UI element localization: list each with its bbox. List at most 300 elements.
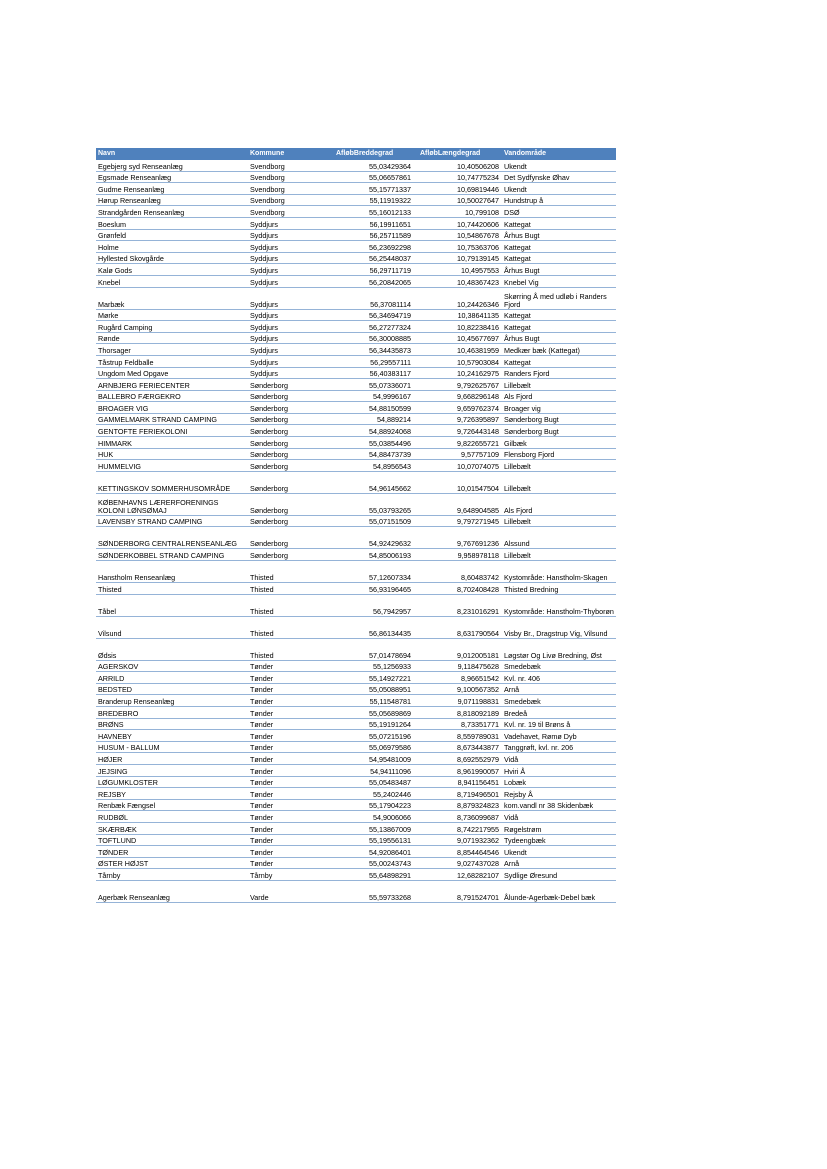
cell-vandomraade: kom.vandl nr 38 Skidenbæk <box>502 799 616 811</box>
cell-navn: Tåbel <box>96 594 248 616</box>
table-row <box>96 730 616 742</box>
cell-breddegrad: 56,27277324 <box>330 321 414 333</box>
cell-vandomraade: Sydlige Øresund <box>502 869 616 881</box>
cell-breddegrad: 56,25448037 <box>330 252 414 264</box>
cell-kommune: Tønder <box>248 695 330 707</box>
cell-vandomraade: Kattegat <box>502 252 616 264</box>
cell-laengdegrad: 9,659762374 <box>414 402 502 414</box>
cell-kommune: Tønder <box>248 822 330 834</box>
table-row <box>96 241 616 253</box>
cell-laengdegrad: 9,57757109 <box>414 448 502 460</box>
header-afloeb-laengdegrad: AfløbLængdegrad <box>414 148 502 160</box>
cell-laengdegrad: 10,57903084 <box>414 355 502 367</box>
cell-kommune: Sønderborg <box>248 448 330 460</box>
cell-vandomraade: Vidå <box>502 753 616 765</box>
cell-navn: SØNDERKOBBEL STRAND CAMPING <box>96 549 248 561</box>
cell-kommune: Syddjurs <box>248 344 330 356</box>
table-row <box>96 183 616 195</box>
table-row <box>96 880 616 902</box>
cell-breddegrad: 55,07151509 <box>330 515 414 527</box>
cell-vandomraade: Medkær bæk (Kattegat) <box>502 344 616 356</box>
cell-navn: Rugård Camping <box>96 321 248 333</box>
table-row <box>96 460 616 472</box>
table-row <box>96 437 616 449</box>
table-row <box>96 206 616 218</box>
cell-laengdegrad: 10,45677697 <box>414 332 502 344</box>
cell-breddegrad: 55,1256933 <box>330 660 414 672</box>
cell-laengdegrad: 10,82238416 <box>414 321 502 333</box>
cell-navn: HAVNEBY <box>96 730 248 742</box>
header-kommune: Kommune <box>248 148 330 160</box>
cell-navn: Mørke <box>96 309 248 321</box>
cell-vandomraade: Thisted Bredning <box>502 583 616 595</box>
cell-kommune: Sønderborg <box>248 402 330 414</box>
cell-breddegrad: 55,2402446 <box>330 788 414 800</box>
cell-laengdegrad: 9,822655721 <box>414 437 502 449</box>
cell-breddegrad: 55,06979586 <box>330 741 414 753</box>
cell-navn: HUK <box>96 448 248 460</box>
cell-navn: AGERSKOV <box>96 660 248 672</box>
cell-vandomraade: Smedebæk <box>502 660 616 672</box>
cell-laengdegrad: 8,96651542 <box>414 672 502 684</box>
cell-breddegrad: 55,05483487 <box>330 776 414 788</box>
cell-vandomraade: Lillebælt <box>502 549 616 561</box>
cell-navn: Thorsager <box>96 344 248 356</box>
cell-navn: KETTINGSKOV SOMMERHUSOMRÅDE <box>96 471 248 493</box>
table-row <box>96 448 616 460</box>
cell-vandomraade: Kystområde: Hanstholm-Thyborøn <box>502 594 616 616</box>
cell-navn: SØNDERBORG CENTRALRENSEANLÆG <box>96 527 248 549</box>
cell-kommune: Thisted <box>248 616 330 638</box>
cell-laengdegrad: 8,702408428 <box>414 583 502 595</box>
cell-breddegrad: 57,12607334 <box>330 561 414 583</box>
header-vandomraade: Vandområde <box>502 148 616 160</box>
cell-vandomraade: Als Fjord <box>502 390 616 402</box>
cell-laengdegrad: 8,719496501 <box>414 788 502 800</box>
cell-kommune: Thisted <box>248 561 330 583</box>
cell-vandomraade: Lillebælt <box>502 515 616 527</box>
table-row <box>96 718 616 730</box>
cell-breddegrad: 55,17904223 <box>330 799 414 811</box>
table-row <box>96 264 616 276</box>
cell-vandomraade: Rejsby Å <box>502 788 616 800</box>
table-row <box>96 753 616 765</box>
cell-breddegrad: 54,96145662 <box>330 471 414 493</box>
cell-kommune: Syddjurs <box>248 367 330 379</box>
cell-laengdegrad: 10,4957553 <box>414 264 502 276</box>
cell-laengdegrad: 10,74420606 <box>414 217 502 229</box>
cell-navn: Egebjerg syd Renseanlæg <box>96 160 248 171</box>
cell-vandomraade: Bredeå <box>502 707 616 719</box>
table-row <box>96 616 616 638</box>
cell-kommune: Syddjurs <box>248 252 330 264</box>
cell-kommune: Tønder <box>248 834 330 846</box>
cell-kommune: Tønder <box>248 683 330 695</box>
cell-kommune: Tønder <box>248 707 330 719</box>
cell-vandomraade: Kvl. nr. 406 <box>502 672 616 684</box>
cell-laengdegrad: 10,74775234 <box>414 171 502 183</box>
cell-navn: Gudme Renseanlæg <box>96 183 248 195</box>
cell-breddegrad: 54,92086401 <box>330 846 414 858</box>
cell-laengdegrad: 10,07074075 <box>414 460 502 472</box>
cell-kommune: Thisted <box>248 638 330 660</box>
table-row <box>96 857 616 869</box>
cell-navn: ARRILD <box>96 672 248 684</box>
cell-kommune: Sønderborg <box>248 493 330 515</box>
cell-vandomraade: Kattegat <box>502 321 616 333</box>
cell-kommune: Thisted <box>248 594 330 616</box>
cell-kommune: Tønder <box>248 857 330 869</box>
cell-breddegrad: 55,03793265 <box>330 493 414 515</box>
cell-vandomraade: Ålunde-Agerbæk-Debel bæk <box>502 880 616 902</box>
cell-laengdegrad: 10,40506208 <box>414 160 502 171</box>
cell-laengdegrad: 10,48367423 <box>414 275 502 287</box>
cell-breddegrad: 56,34694719 <box>330 309 414 321</box>
wastewater-outlet-table <box>96 148 616 903</box>
cell-kommune: Syddjurs <box>248 332 330 344</box>
cell-laengdegrad: 9,958978118 <box>414 549 502 561</box>
cell-laengdegrad: 10,79139145 <box>414 252 502 264</box>
cell-breddegrad: 55,07336071 <box>330 379 414 391</box>
cell-vandomraade: Gilbæk <box>502 437 616 449</box>
cell-navn: Kalø Gods <box>96 264 248 276</box>
table-row <box>96 788 616 800</box>
cell-breddegrad: 54,9006066 <box>330 811 414 823</box>
table-row <box>96 275 616 287</box>
cell-laengdegrad: 10,75363706 <box>414 241 502 253</box>
cell-vandomraade: Kattegat <box>502 355 616 367</box>
cell-breddegrad: 56,34435873 <box>330 344 414 356</box>
cell-vandomraade: Århus Bugt <box>502 332 616 344</box>
table-row <box>96 160 616 171</box>
table-row <box>96 425 616 437</box>
cell-laengdegrad: 9,792625767 <box>414 379 502 391</box>
table-row <box>96 493 616 515</box>
cell-breddegrad: 54,88150599 <box>330 402 414 414</box>
cell-laengdegrad: 10,24426346 <box>414 287 502 309</box>
cell-breddegrad: 55,03429364 <box>330 160 414 171</box>
cell-navn: Ungdom Med Opgave <box>96 367 248 379</box>
cell-vandomraade: Flensborg Fjord <box>502 448 616 460</box>
cell-navn: Holme <box>96 241 248 253</box>
table-row <box>96 332 616 344</box>
cell-navn: Marbæk <box>96 287 248 309</box>
table-row <box>96 799 616 811</box>
cell-kommune: Sønderborg <box>248 437 330 449</box>
cell-kommune: Sønderborg <box>248 413 330 425</box>
cell-navn: BALLEBRO FÆRGEKRO <box>96 390 248 402</box>
table-row <box>96 367 616 379</box>
cell-kommune: Tønder <box>248 846 330 858</box>
table-row <box>96 811 616 823</box>
table-header-row <box>96 148 616 160</box>
cell-vandomraade: Århus Bugt <box>502 264 616 276</box>
table-row <box>96 764 616 776</box>
cell-kommune: Syddjurs <box>248 217 330 229</box>
cell-breddegrad: 55,19191264 <box>330 718 414 730</box>
cell-breddegrad: 54,9996167 <box>330 390 414 402</box>
cell-navn: KØBENHAVNS LÆRERFORENINGS KOLONI LØNSØMAJ <box>96 493 248 515</box>
cell-kommune: Tønder <box>248 764 330 776</box>
cell-breddegrad: 55,14927221 <box>330 672 414 684</box>
cell-laengdegrad: 9,668296148 <box>414 390 502 402</box>
cell-breddegrad: 56,30008885 <box>330 332 414 344</box>
header-navn: Navn <box>96 148 248 160</box>
cell-breddegrad: 55,06657861 <box>330 171 414 183</box>
cell-vandomraade: Lillebælt <box>502 460 616 472</box>
cell-vandomraade: Arnå <box>502 683 616 695</box>
cell-laengdegrad: 8,879324823 <box>414 799 502 811</box>
table-row <box>96 471 616 493</box>
cell-vandomraade: Kattegat <box>502 241 616 253</box>
cell-breddegrad: 56,23692298 <box>330 241 414 253</box>
cell-navn: REJSBY <box>96 788 248 800</box>
cell-navn: BREDEBRO <box>96 707 248 719</box>
cell-kommune: Tønder <box>248 672 330 684</box>
cell-vandomraade: Århus Bugt <box>502 229 616 241</box>
cell-laengdegrad: 9,071932362 <box>414 834 502 846</box>
cell-laengdegrad: 9,767691236 <box>414 527 502 549</box>
cell-navn: LØGUMKLOSTER <box>96 776 248 788</box>
cell-kommune: Sønderborg <box>248 460 330 472</box>
cell-kommune: Syddjurs <box>248 309 330 321</box>
cell-navn: Vilsund <box>96 616 248 638</box>
cell-breddegrad: 57,01478694 <box>330 638 414 660</box>
table-row <box>96 776 616 788</box>
cell-laengdegrad: 8,692552979 <box>414 753 502 765</box>
cell-vandomraade: Hviri Å <box>502 764 616 776</box>
cell-breddegrad: 55,64898291 <box>330 869 414 881</box>
cell-vandomraade: Vidå <box>502 811 616 823</box>
cell-kommune: Syddjurs <box>248 355 330 367</box>
cell-vandomraade: Lobæk <box>502 776 616 788</box>
cell-kommune: Sønderborg <box>248 549 330 561</box>
cell-kommune: Tønder <box>248 753 330 765</box>
cell-navn: BEDSTED <box>96 683 248 695</box>
table-row <box>96 390 616 402</box>
table-row <box>96 683 616 695</box>
cell-breddegrad: 56,37081114 <box>330 287 414 309</box>
cell-navn: SKÆRBÆK <box>96 822 248 834</box>
cell-laengdegrad: 8,736099687 <box>414 811 502 823</box>
cell-breddegrad: 56,7942957 <box>330 594 414 616</box>
cell-breddegrad: 54,85006193 <box>330 549 414 561</box>
cell-laengdegrad: 9,027437028 <box>414 857 502 869</box>
cell-laengdegrad: 9,726395897 <box>414 413 502 425</box>
cell-navn: Hørup Renseanlæg <box>96 194 248 206</box>
cell-breddegrad: 55,05088951 <box>330 683 414 695</box>
cell-breddegrad: 55,03854496 <box>330 437 414 449</box>
cell-breddegrad: 55,16012133 <box>330 206 414 218</box>
cell-laengdegrad: 10,01547504 <box>414 471 502 493</box>
cell-navn: Ødsis <box>96 638 248 660</box>
cell-kommune: Tønder <box>248 741 330 753</box>
cell-kommune: Syddjurs <box>248 229 330 241</box>
cell-vandomraade: Ukendt <box>502 160 616 171</box>
table-row <box>96 413 616 425</box>
cell-navn: Rønde <box>96 332 248 344</box>
cell-kommune: Svendborg <box>248 206 330 218</box>
cell-kommune: Sønderborg <box>248 515 330 527</box>
cell-vandomraade: Kvl. nr. 19 til Brøns å <box>502 718 616 730</box>
table-row <box>96 822 616 834</box>
table-row <box>96 379 616 391</box>
cell-laengdegrad: 9,118475628 <box>414 660 502 672</box>
cell-laengdegrad: 10,38641135 <box>414 309 502 321</box>
spreadsheet-sheet <box>96 148 616 903</box>
cell-laengdegrad: 9,071198831 <box>414 695 502 707</box>
table-row <box>96 707 616 719</box>
cell-laengdegrad: 10,799108 <box>414 206 502 218</box>
table-row <box>96 321 616 333</box>
cell-vandomraade: Smedebæk <box>502 695 616 707</box>
cell-breddegrad: 54,94111096 <box>330 764 414 776</box>
cell-vandomraade: Ukendt <box>502 846 616 858</box>
cell-navn: Hanstholm Renseanlæg <box>96 561 248 583</box>
table-row <box>96 171 616 183</box>
cell-laengdegrad: 8,791524701 <box>414 880 502 902</box>
cell-breddegrad: 55,05689869 <box>330 707 414 719</box>
cell-navn: Hyllested Skovgårde <box>96 252 248 264</box>
cell-navn: Renbæk Fængsel <box>96 799 248 811</box>
cell-kommune: Svendborg <box>248 160 330 171</box>
cell-kommune: Thisted <box>248 583 330 595</box>
cell-laengdegrad: 8,854464546 <box>414 846 502 858</box>
cell-navn: Tårnby <box>96 869 248 881</box>
table-row <box>96 217 616 229</box>
cell-navn: Strandgården Renseanlæg <box>96 206 248 218</box>
cell-breddegrad: 54,889214 <box>330 413 414 425</box>
cell-breddegrad: 56,29711719 <box>330 264 414 276</box>
cell-vandomraade: Skørring Å med udløb i Randers Fjord <box>502 287 616 309</box>
cell-kommune: Tønder <box>248 718 330 730</box>
cell-kommune: Sønderborg <box>248 425 330 437</box>
table-row <box>96 846 616 858</box>
cell-kommune: Syddjurs <box>248 321 330 333</box>
table-row <box>96 869 616 881</box>
table-row <box>96 252 616 264</box>
cell-laengdegrad: 8,961990057 <box>414 764 502 776</box>
cell-laengdegrad: 9,012005181 <box>414 638 502 660</box>
cell-navn: Branderup Renseanlæg <box>96 695 248 707</box>
cell-vandomraade: Røgelstrøm <box>502 822 616 834</box>
cell-navn: Knebel <box>96 275 248 287</box>
cell-vandomraade: Alssund <box>502 527 616 549</box>
cell-navn: GAMMELMARK STRAND CAMPING <box>96 413 248 425</box>
cell-navn: TOFTLUND <box>96 834 248 846</box>
cell-kommune: Tønder <box>248 660 330 672</box>
table-row <box>96 515 616 527</box>
cell-kommune: Syddjurs <box>248 241 330 253</box>
cell-kommune: Tønder <box>248 811 330 823</box>
cell-breddegrad: 56,19911651 <box>330 217 414 229</box>
cell-kommune: Tårnby <box>248 869 330 881</box>
cell-breddegrad: 54,88924068 <box>330 425 414 437</box>
cell-breddegrad: 56,86134435 <box>330 616 414 638</box>
cell-vandomraade: Broager vig <box>502 402 616 414</box>
cell-kommune: Svendborg <box>248 194 330 206</box>
cell-vandomraade: Lillebælt <box>502 379 616 391</box>
cell-breddegrad: 56,29557111 <box>330 355 414 367</box>
table-row <box>96 594 616 616</box>
cell-vandomraade: Løgstør Og Livø Bredning, Øst <box>502 638 616 660</box>
cell-kommune: Sønderborg <box>248 471 330 493</box>
cell-navn: ØSTER HØJST <box>96 857 248 869</box>
cell-navn: JEJSING <box>96 764 248 776</box>
cell-vandomraade: Kattegat <box>502 309 616 321</box>
cell-vandomraade: Visby Br., Dragstrup Vig, Vilsund <box>502 616 616 638</box>
cell-navn: Grønfeld <box>96 229 248 241</box>
cell-breddegrad: 55,00243743 <box>330 857 414 869</box>
cell-laengdegrad: 10,24162975 <box>414 367 502 379</box>
cell-laengdegrad: 9,726443148 <box>414 425 502 437</box>
cell-navn: HIMMARK <box>96 437 248 449</box>
table-body <box>96 160 616 902</box>
cell-laengdegrad: 8,60483742 <box>414 561 502 583</box>
cell-laengdegrad: 9,648904585 <box>414 493 502 515</box>
table-row <box>96 834 616 846</box>
cell-vandomraade: Tanggrøft, kvl. nr. 206 <box>502 741 616 753</box>
cell-vandomraade: Sønderborg Bugt <box>502 413 616 425</box>
cell-navn: LAVENSBY STRAND CAMPING <box>96 515 248 527</box>
cell-navn: GENTOFTE FERIEKOLONI <box>96 425 248 437</box>
cell-navn: Agerbæk Renseanlæg <box>96 880 248 902</box>
cell-vandomraade: Kattegat <box>502 217 616 229</box>
cell-navn: TØNDER <box>96 846 248 858</box>
cell-breddegrad: 54,95481009 <box>330 753 414 765</box>
table-row <box>96 355 616 367</box>
cell-laengdegrad: 8,631790564 <box>414 616 502 638</box>
cell-breddegrad: 56,40383117 <box>330 367 414 379</box>
cell-breddegrad: 56,25711589 <box>330 229 414 241</box>
cell-vandomraade: Randers Fjord <box>502 367 616 379</box>
cell-laengdegrad: 8,673443877 <box>414 741 502 753</box>
table-row <box>96 638 616 660</box>
cell-kommune: Sønderborg <box>248 379 330 391</box>
table-row <box>96 229 616 241</box>
cell-breddegrad: 56,20842065 <box>330 275 414 287</box>
cell-laengdegrad: 9,797271945 <box>414 515 502 527</box>
cell-breddegrad: 55,11919322 <box>330 194 414 206</box>
cell-laengdegrad: 10,54867678 <box>414 229 502 241</box>
table-row <box>96 287 616 309</box>
cell-breddegrad: 55,13867009 <box>330 822 414 834</box>
cell-laengdegrad: 8,818092189 <box>414 707 502 719</box>
cell-kommune: Tønder <box>248 788 330 800</box>
cell-breddegrad: 54,92429632 <box>330 527 414 549</box>
cell-navn: BROAGER VIG <box>96 402 248 414</box>
cell-kommune: Tønder <box>248 799 330 811</box>
cell-laengdegrad: 8,941156451 <box>414 776 502 788</box>
cell-vandomraade: Als Fjord <box>502 493 616 515</box>
cell-navn: HUMMELVIG <box>96 460 248 472</box>
cell-vandomraade: Kystområde: Hanstholm-Skagen <box>502 561 616 583</box>
cell-laengdegrad: 10,46381959 <box>414 344 502 356</box>
cell-navn: Egsmade Renseanlæg <box>96 171 248 183</box>
cell-laengdegrad: 10,50027647 <box>414 194 502 206</box>
cell-vandomraade: Ukendt <box>502 183 616 195</box>
cell-kommune: Tønder <box>248 730 330 742</box>
cell-breddegrad: 55,07215196 <box>330 730 414 742</box>
cell-laengdegrad: 8,231016291 <box>414 594 502 616</box>
cell-kommune: Sønderborg <box>248 527 330 549</box>
cell-vandomraade: Tydeengbæk <box>502 834 616 846</box>
cell-laengdegrad: 10,69819446 <box>414 183 502 195</box>
table-row <box>96 402 616 414</box>
cell-kommune: Svendborg <box>248 183 330 195</box>
cell-laengdegrad: 12,68282107 <box>414 869 502 881</box>
cell-navn: ARNBJERG FERIECENTER <box>96 379 248 391</box>
